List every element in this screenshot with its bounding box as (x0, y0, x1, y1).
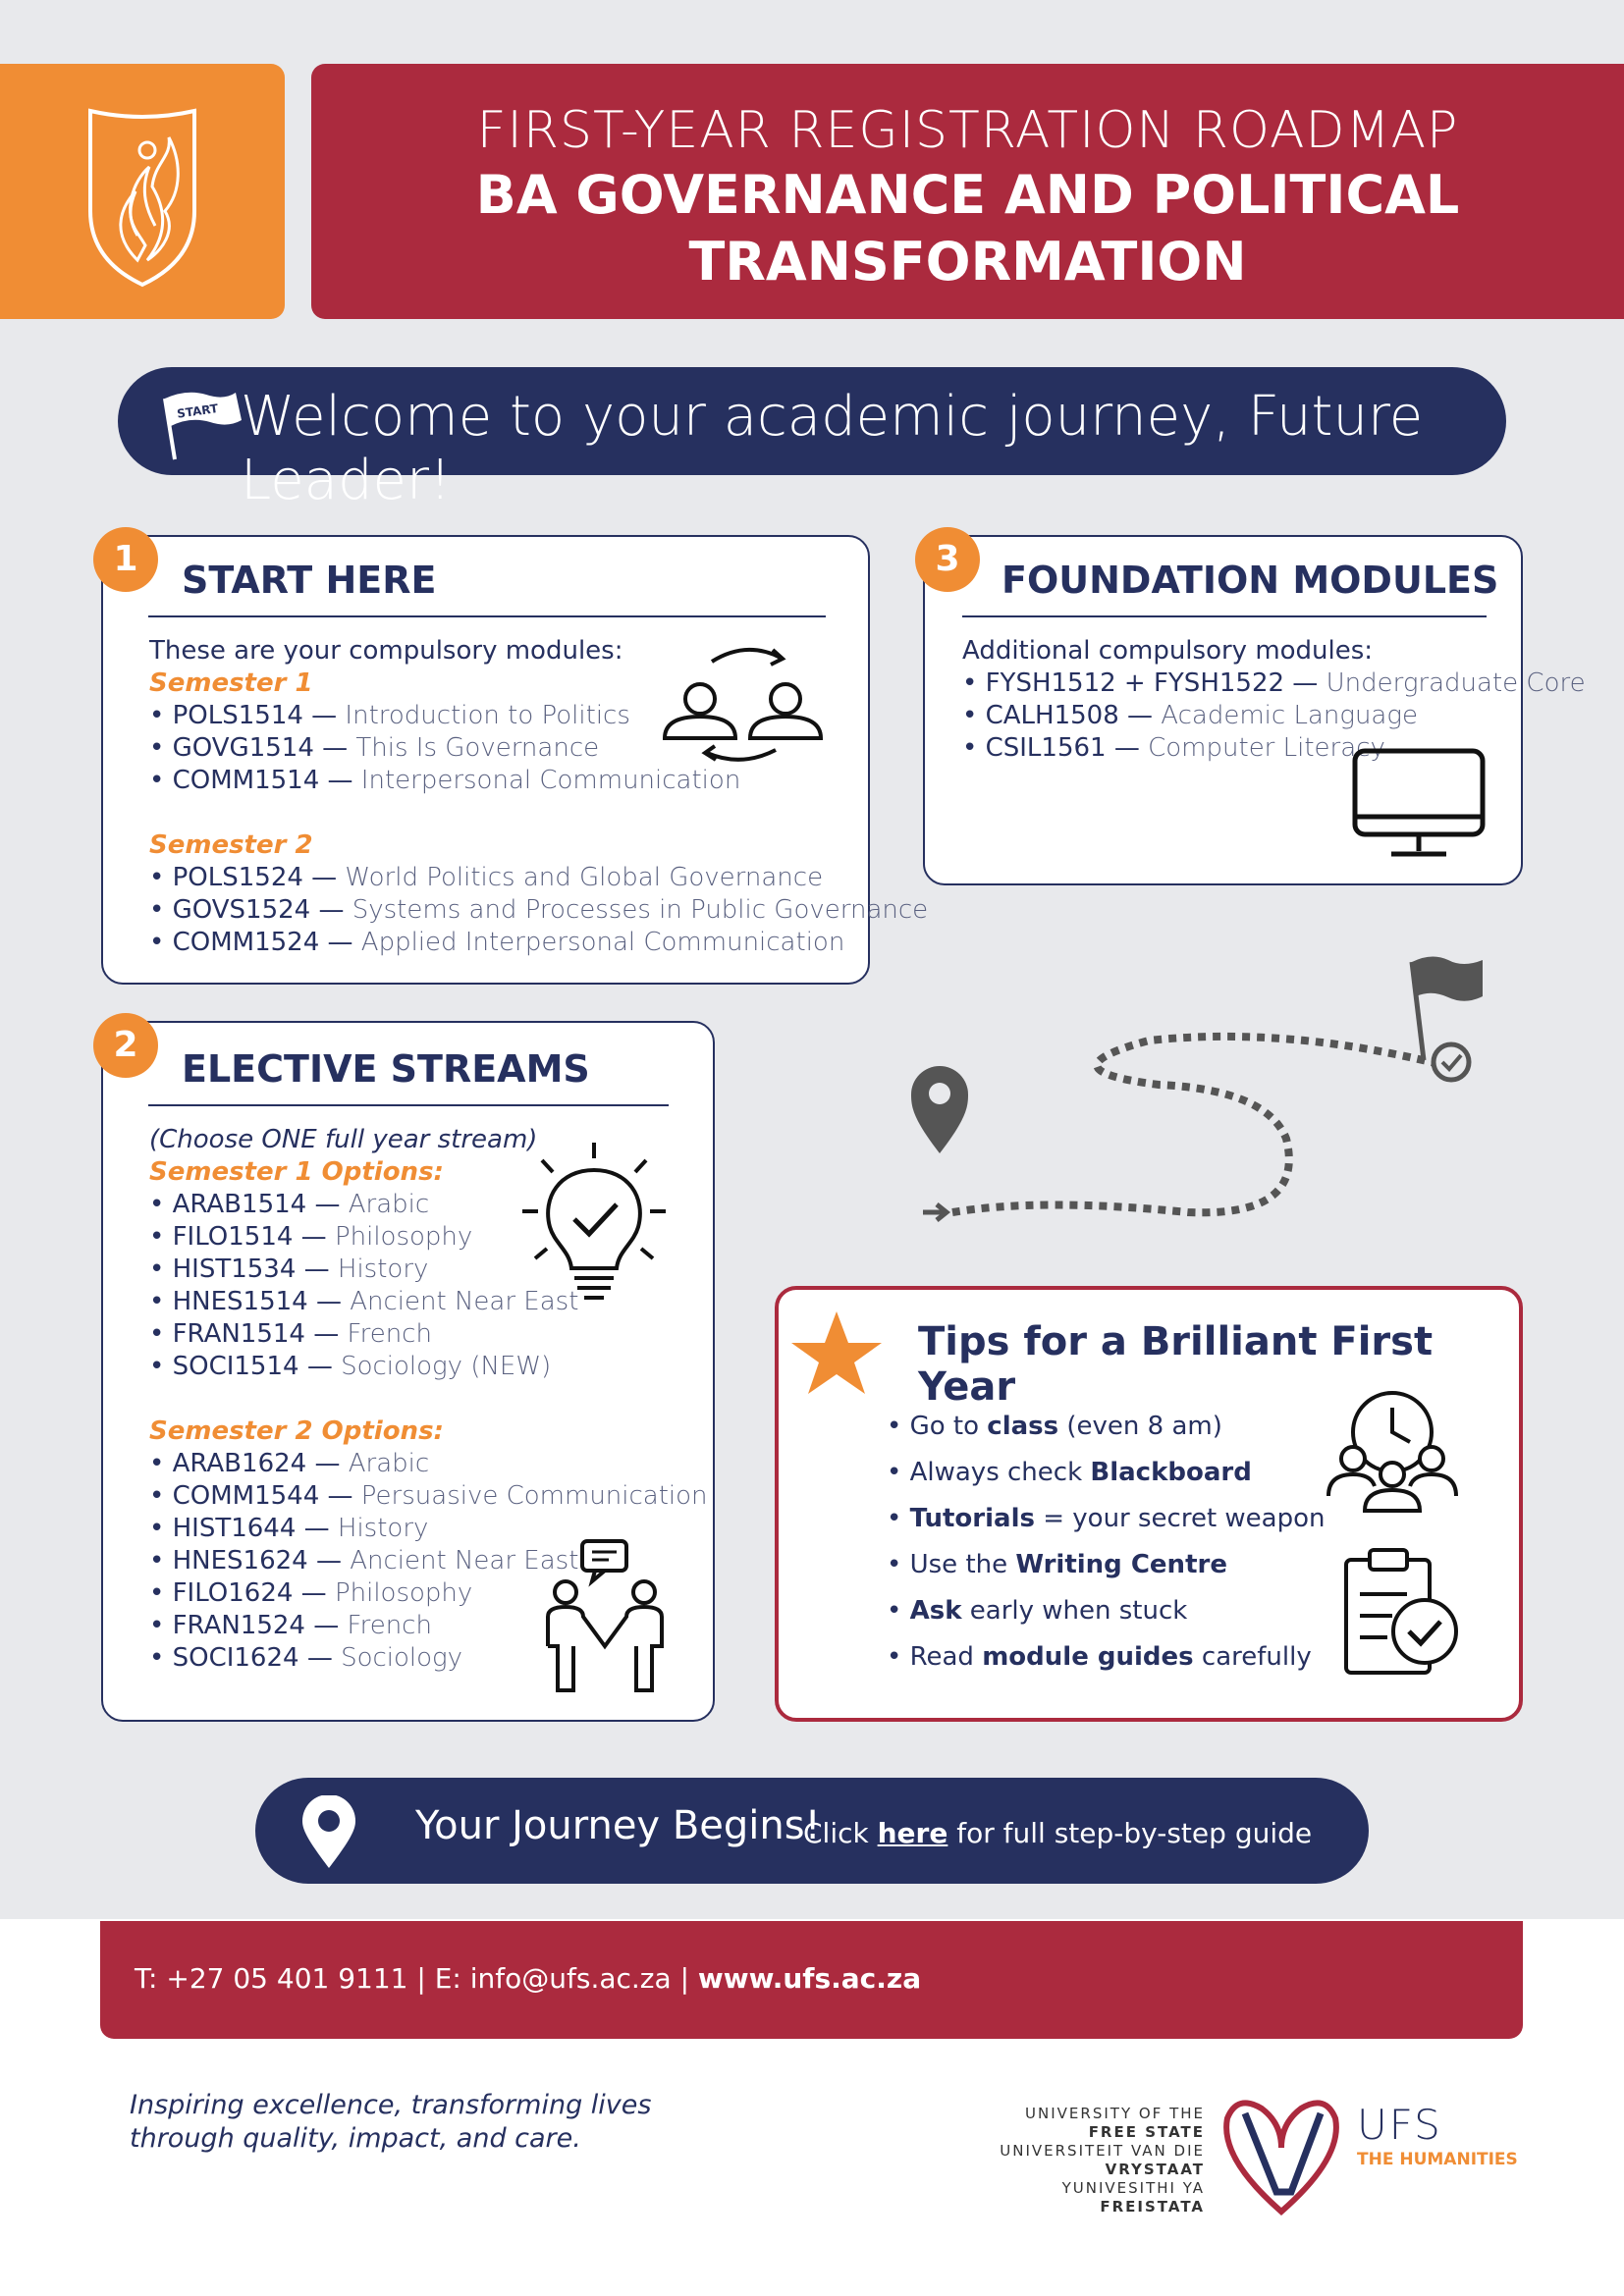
journey-heading: Your Journey Begins! (415, 1803, 821, 1848)
module-item: • FILO1514 — Philosophy (149, 1222, 473, 1252)
class-clock-people-icon (1324, 1388, 1461, 1516)
phone-number[interactable]: T: +27 05 401 9111 (135, 1962, 408, 1995)
semester2-label: Semester 2 (149, 830, 313, 860)
elective-streams-card (101, 1021, 715, 1722)
contact-details: T: +27 05 401 9111 | E: info@ufs.ac.za | www.ufs.ac.za (135, 1962, 922, 1995)
flame-shield-icon (0, 64, 285, 319)
module-item: • SOCI1624 — Sociology (149, 1643, 463, 1673)
faculty-logo-panel (0, 64, 285, 319)
elective-semester1-label: Semester 1 Options: (149, 1157, 444, 1187)
start-here-intro: These are your compulsory modules: (149, 636, 623, 666)
module-item: • HIST1644 — History (149, 1514, 429, 1543)
welcome-text: Welcome to your academic journey, Future Leader! (241, 385, 1424, 512)
module-item: • FILO1624 — Philosophy (149, 1578, 473, 1608)
journey-path-graphic (893, 942, 1502, 1247)
module-item: • ARAB1514 — Arabic (149, 1190, 430, 1219)
electives-title: ELECTIVE STREAMS (182, 1047, 590, 1091)
title-panel (311, 64, 1624, 319)
foundation-title: FOUNDATION MODULES (1001, 559, 1499, 602)
module-item: • GOVS1524 — Systems and Processes in Public Governance (149, 895, 929, 925)
module-item: • FRAN1514 — French (149, 1319, 432, 1349)
module-item: • POLS1514 — Introduction to Politics (149, 701, 630, 730)
checkpoint-check-icon (1434, 1044, 1469, 1080)
step-2-badge: 2 (93, 1013, 158, 1078)
journey-banner[interactable] (255, 1778, 1369, 1884)
tip-item: • Read module guides carefully (887, 1642, 1312, 1672)
module-item: • HNES1514 — Ancient Near East (149, 1287, 579, 1316)
university-names: UNIVERSITY OF THE FREE STATE UNIVERSITEIT VAN DIE VRYSTAAT YUNIVESITHI YA FREISTATA (1000, 2105, 1205, 2216)
tip-item: • Always check Blackboard (887, 1458, 1252, 1487)
ufs-emblem-icon (1218, 2089, 1345, 2216)
programme-title-line2: TRANSFORMATION (688, 231, 1247, 293)
tip-item: • Ask early when stuck (887, 1596, 1188, 1626)
computer-monitor-icon (1352, 748, 1489, 861)
contact-bar (100, 1921, 1523, 2039)
roadmap-subtitle: FIRST-YEAR REGISTRATION ROADMAP (476, 101, 1459, 160)
module-item: • FYSH1512 + FYSH1522 — Undergraduate Core (962, 668, 1586, 698)
module-item: • GOVG1514 — This Is Governance (149, 733, 600, 763)
website-link[interactable]: www.ufs.ac.za (697, 1962, 922, 1995)
elective-semester2-label: Semester 2 Options: (149, 1416, 444, 1446)
tagline: Inspiring excellence, transforming lives through quality, impact, and care. (130, 2090, 652, 2154)
foundation-divider (962, 615, 1487, 617)
start-flag-icon (157, 381, 245, 463)
module-item: • CALH1508 — Academic Language (962, 701, 1418, 730)
foundation-list (962, 635, 1586, 765)
module-item: • SOCI1514 — Sociology (NEW) (149, 1352, 552, 1381)
start-here-card (101, 535, 929, 985)
faculty-name: THE HUMANITIES (1357, 2150, 1518, 2169)
location-pin-icon (911, 1066, 968, 1153)
module-item: • HNES1624 — Ancient Near East (149, 1546, 579, 1575)
tips-card (775, 1286, 1523, 1722)
semester1-label: Semester 1 (149, 668, 313, 698)
module-item: • COMM1524 — Applied Interpersonal Communication (149, 928, 845, 957)
guide-link[interactable]: here (877, 1817, 948, 1849)
module-item: • POLS1524 — World Politics and Global Governance (149, 863, 824, 892)
ufs-wordmark: UFS (1357, 2101, 1442, 2149)
people-exchange-icon (653, 640, 830, 768)
location-pin-icon (299, 1795, 358, 1870)
step-1-badge: 1 (93, 527, 158, 592)
people-conversation-icon (538, 1538, 676, 1695)
guide-link-text: Click here for full step-by-step guide (803, 1817, 1313, 1849)
module-item: • HIST1534 — History (149, 1255, 429, 1284)
start-flag-label: START (176, 400, 219, 421)
electives-intro: (Choose ONE full year stream) (149, 1125, 538, 1154)
tip-item: • Use the Writing Centre (887, 1550, 1227, 1579)
tip-item: • Go to class (even 8 am) (887, 1412, 1222, 1441)
module-item: • ARAB1624 — Arabic (149, 1449, 430, 1478)
tip-item: • Tutorials = your secret weapon (887, 1504, 1326, 1533)
clipboard-check-icon (1338, 1545, 1466, 1682)
foundation-card (923, 535, 1586, 885)
step-3-badge: 3 (915, 527, 980, 592)
foundation-intro: Additional compulsory modules: (962, 636, 1374, 666)
programme-title (311, 162, 1624, 295)
module-item: • COMM1544 — Persuasive Communication (149, 1481, 708, 1511)
path-arrow-icon (923, 1204, 947, 1220)
start-here-divider (148, 615, 826, 617)
welcome-banner (118, 367, 1506, 512)
module-item: • FRAN1524 — French (149, 1611, 432, 1640)
star-icon (788, 1308, 885, 1398)
tips-title: Tips for a Brilliant First Year (918, 1319, 1434, 1410)
email-address[interactable]: E: info@ufs.ac.za (434, 1962, 672, 1995)
electives-divider (148, 1104, 669, 1106)
module-item: • CSIL1561 — Computer Literacy (962, 733, 1385, 763)
module-item: • COMM1514 — Interpersonal Communication (149, 766, 741, 795)
programme-title-line1: BA GOVERNANCE AND POLITICAL (475, 164, 1460, 226)
lightbulb-check-icon (520, 1141, 668, 1308)
start-here-title: START HERE (182, 559, 437, 602)
